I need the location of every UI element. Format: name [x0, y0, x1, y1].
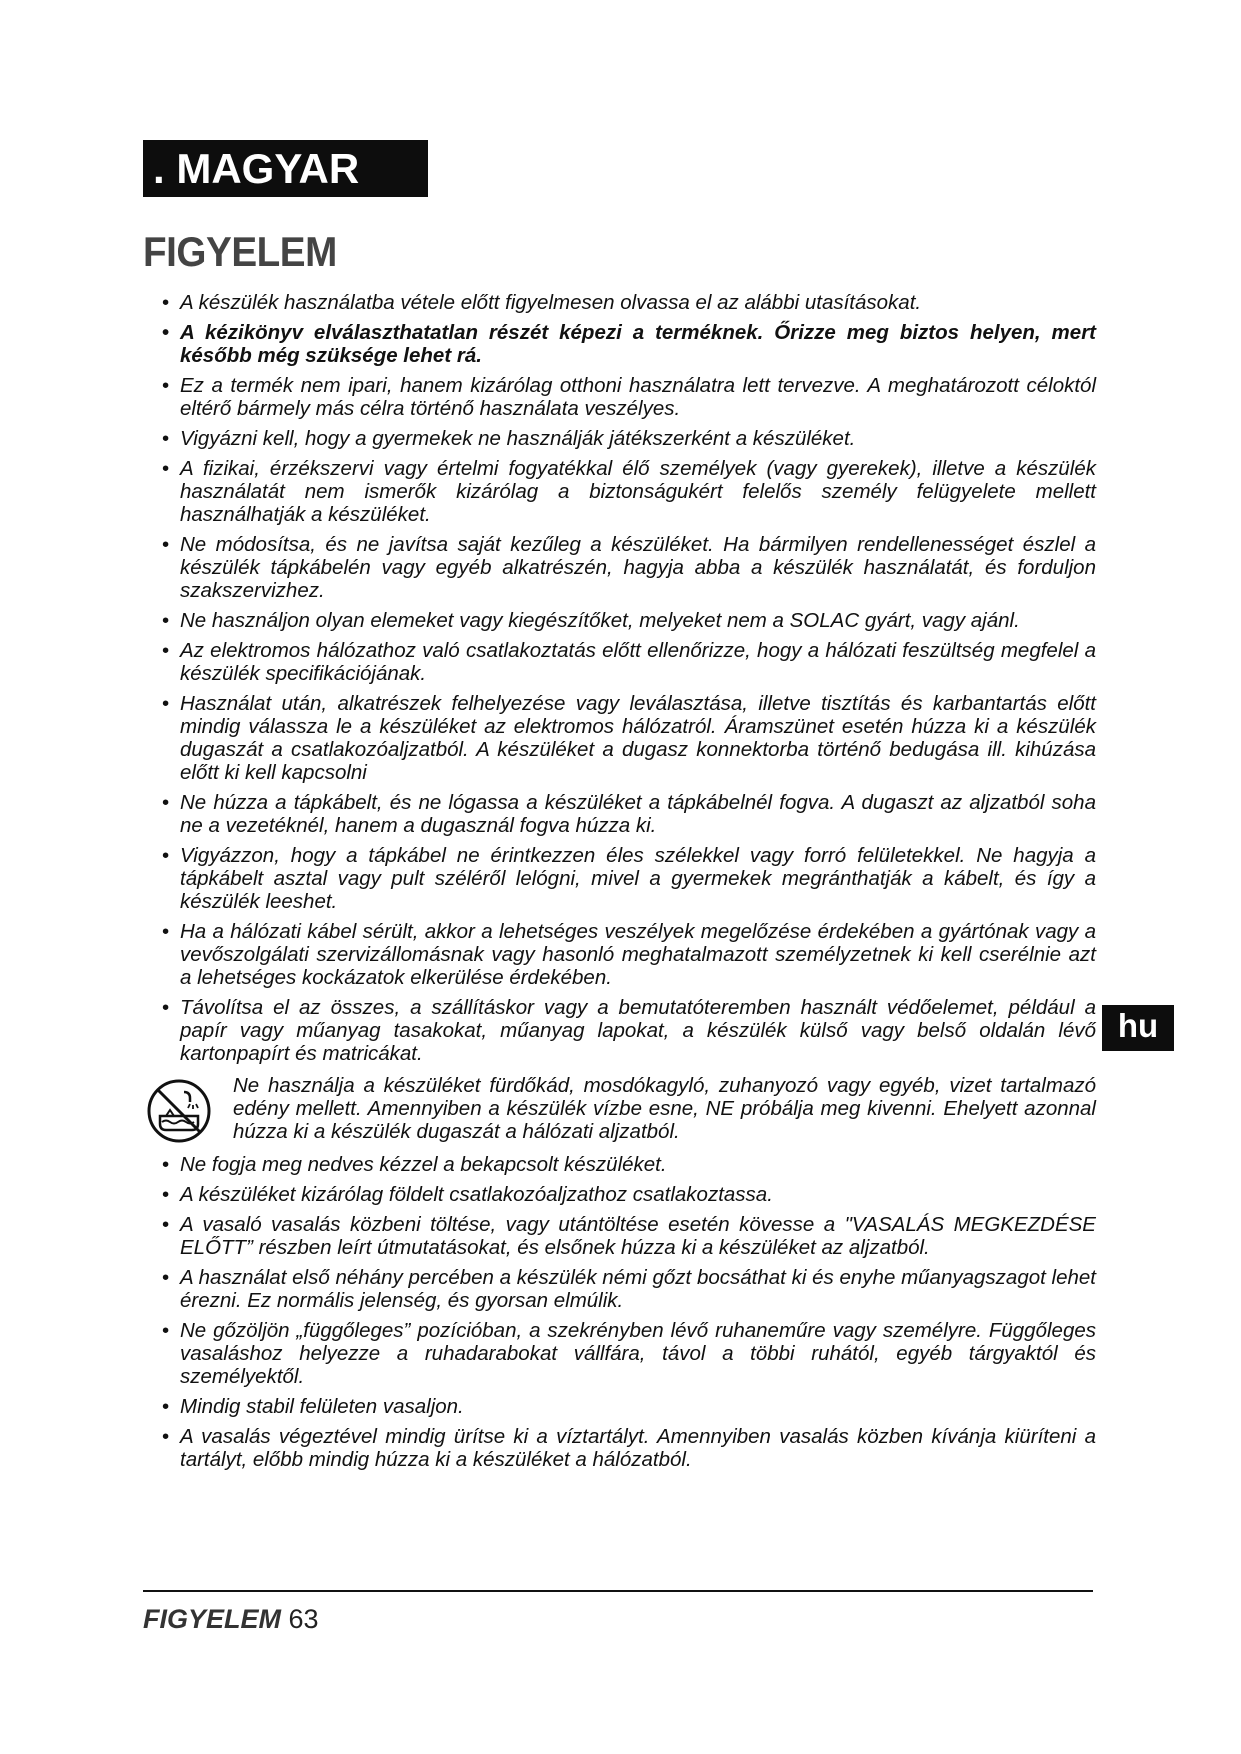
language-tab: hu: [1102, 1005, 1174, 1051]
page-footer: [143, 1604, 319, 1635]
warning-item: • A készülék használatba vétele előtt figyelmesen olvassa el az alábbi utasításokat.: [158, 291, 1096, 314]
warning-item: • Távolítsa el az összes, a szállításkor vagy a bemutatóteremben használt védőelemet, például a papír vagy műanyag tasakokat, műanyag lapokat, a készülék külső vagy belső oldalán lévő kartonpapírt és matricákat.: [158, 996, 1096, 1065]
warning-item-text: Ne használja a készüléket fürdőkád, mosdókagyló, zuhanyozó vagy egyéb, vizet tartalmazó edény mellett. Amennyiben a készülék vízbe esne, NE próbálja meg kivenni. Ehelyett azonnal húzza ki a készülék dugaszát a hálózati aljzatból.: [233, 1074, 1096, 1143]
warning-item: • Ne fogja meg nedves kézzel a bekapcsolt készüléket.: [158, 1153, 1096, 1176]
no-bath-water-icon: [146, 1078, 212, 1144]
footer-title: FIGYELEM: [143, 1604, 282, 1634]
warning-item: • Ha a hálózati kábel sérült, akkor a lehetséges veszélyek megelőzése érdekében a gyártónak vagy a vevőszolgálati szervizállomásnak vagy hasonló meghatalmazott személyzetnek ki kell cserélnie azt a lehetséges kockázatok elkerülése érdekében.: [158, 920, 1096, 989]
warning-item: • A használat első néhány percében a készülék némi gőzt bocsáthat ki és enyhe műanyagszagot lehet érezni. Ez normális jelenség, és gyorsan elmúlik.: [158, 1266, 1096, 1312]
warning-item: • Ez a termék nem ipari, hanem kizárólag otthoni használatra lett tervezve. A meghatározott céloktól eltérő bármely más célra történő használata veszélyes.: [158, 374, 1096, 420]
page-title: FIGYELEM: [143, 228, 337, 275]
warning-item: • Vigyázzon, hogy a tápkábel ne érintkezzen éles szélekkel vagy forró felületekkel. Ne hagyja a tápkábelt asztal vagy pult széléről lelógni, mivel a gyermekek megránthatják a kábelt, és így a készülék leeshet.: [158, 844, 1096, 913]
footer-divider: [143, 1590, 1093, 1592]
language-banner: . MAGYAR: [143, 140, 428, 197]
warning-item: • Ne húzza a tápkábelt, és ne lógassa a készüléket a tápkábelnél fogva. A dugaszt az aljzatból soha ne a vezetéknél, hanem a dugasznál fogva húzza ki.: [158, 791, 1096, 837]
warning-item: • Használat után, alkatrészek felhelyezése vagy leválasztása, illetve tisztítás és karbantartás előtt mindig válassza le a készüléket az elektromos hálózatról. Áramszünet esetén húzza ki a készülék dugaszát a csatlakozóaljzatból. A készüléket a dugasz konnektorba történő bedugása ill. kihúzása előtt ki kell kapcsolni: [158, 692, 1096, 784]
warning-item: • A vasaló vasalás közbeni töltése, vagy utántöltése esetén kövesse a "VASALÁS MEGKEZDÉSE ELŐTT” részben leírt útmutatásokat, és elsőnek húzza ki a készüléket az aljzatból.: [158, 1213, 1096, 1259]
warning-item: • Ne használjon olyan elemeket vagy kiegészítőket, melyeket nem a SOLAC gyárt, vagy ajánl.: [158, 609, 1096, 632]
warning-item: • A kézikönyv elválaszthatatlan részét képezi a terméknek. Őrizze meg biztos helyen, mert később még szüksége lehet rá.: [158, 321, 1096, 367]
warning-item: • Mindig stabil felületen vasaljon.: [158, 1395, 1096, 1418]
warning-item: • Vigyázni kell, hogy a gyermekek ne használják játékszerként a készüléket.: [158, 427, 1096, 450]
warning-item: • Ne gőzöljön „függőleges” pozícióban, a szekrényben lévő ruhaneműre vagy személyre. Függőleges vasaláshoz helyezze a ruhadarabokat vállfára, távol a többi ruhától, egyéb tárgyaktól és személyektől.: [158, 1319, 1096, 1388]
warning-item: • A fizikai, érzékszervi vagy értelmi fogyatékkal élő személyek (vagy gyerekek), illetve a készülék használatát nem ismerők kizárólag a biztonságukért felelős személy felügyelete mellett használhatják a készüléket.: [158, 457, 1096, 526]
warning-item: • A vasalás végeztével mindig ürítse ki a víztartályt. Amennyiben vasalás közben kívánja kiüríteni a tartályt, előbb mindig húzza ki a készüléket a hálózatból.: [158, 1425, 1096, 1471]
warning-item-no-water: [158, 1072, 1096, 1143]
warning-item: • Az elektromos hálózathoz való csatlakoztatás előtt ellenőrizze, hogy a hálózati feszültség megfelel a készülék specifikációjának.: [158, 639, 1096, 685]
warning-list: [158, 291, 1096, 1478]
warning-item: • A készüléket kizárólag földelt csatlakozóaljzathoz csatlakoztassa.: [158, 1183, 1096, 1206]
warning-item: • Ne módosítsa, és ne javítsa saját kezűleg a készüléket. Ha bármilyen rendellenességet észlel a készülék tápkábelén vagy egyéb alkatrészén, hagyja abba a készülék használatát, és forduljon szakszervizhez.: [158, 533, 1096, 602]
page-number: 63: [288, 1604, 319, 1634]
